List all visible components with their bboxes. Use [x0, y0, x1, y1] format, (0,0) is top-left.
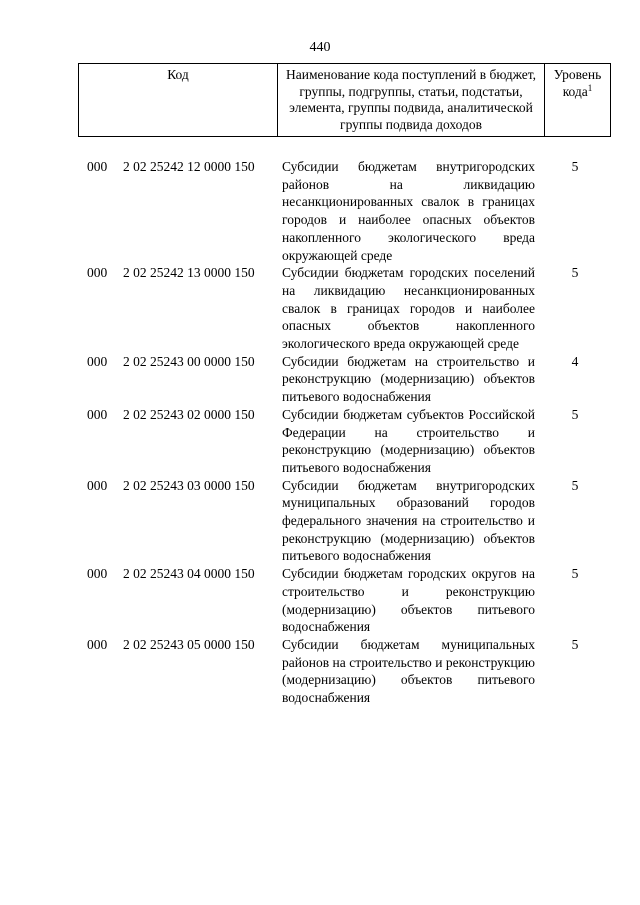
admin-code: 000	[87, 636, 108, 652]
table-row	[0, 477, 640, 566]
admin-code: 000	[87, 265, 108, 281]
revenue-name: Субсидии бюджетам муниципальных районов на строительство и реконструкцию (модернизацию) объектов питьевого водоснабжения	[282, 636, 535, 706]
revenue-code: 2 02 25243 00 0000 150	[123, 353, 255, 369]
admin-code: 000	[87, 406, 108, 422]
code-level: 4	[571, 353, 579, 369]
revenue-name: Субсидии бюджетам городских поселений на ликвидацию несанкционированных свалок в границах городов и наиболее опасных объектов накопленного экологического вреда окружающей среде	[282, 265, 535, 352]
header-code: Код	[79, 64, 278, 136]
code-level: 5	[571, 159, 579, 174]
revenue-code: 2 02 25243 05 0000 150	[123, 636, 255, 652]
table-row	[0, 565, 640, 636]
table-row	[0, 353, 640, 406]
revenue-name: Субсидии бюджетам на строительство и реконструкцию (модернизацию) объектов питьевого водоснабжения	[282, 353, 535, 405]
code-level: 5	[571, 477, 579, 493]
admin-code: 000	[87, 353, 108, 369]
revenue-code: 2 02 25242 12 0000 150	[123, 159, 255, 174]
revenue-code: 2 02 25242 13 0000 150	[123, 265, 255, 281]
header-name: Наименование кода поступлений в бюджет, группы, подгруппы, статьи, подстатьи, элемента, группы подвида, аналитической группы подвида доходов	[278, 64, 545, 136]
table-body	[0, 158, 640, 707]
page-number: 440	[309, 40, 331, 55]
code-level: 5	[571, 265, 579, 281]
revenue-code: 2 02 25243 03 0000 150	[123, 477, 255, 493]
revenue-code: 2 02 25243 04 0000 150	[123, 566, 255, 582]
code-level: 5	[571, 636, 579, 652]
header-level	[545, 64, 610, 136]
table-row	[0, 158, 640, 264]
table-row	[0, 406, 640, 477]
revenue-name: Субсидии бюджетам внутригородских муниципальных образований городов федерального значения на строительство и реконструкцию (модернизацию) объектов питьевого водоснабжения	[282, 477, 535, 564]
admin-code: 000	[87, 566, 108, 582]
revenue-name: Субсидии бюджетам субъектов Российской Федерации на строительство и реконструкцию (модернизацию) объектов питьевого водоснабжения	[282, 406, 535, 475]
admin-code: 000	[87, 159, 108, 174]
revenue-name: Субсидии бюджетам городских округов на строительство и реконструкцию (модернизацию) объектов питьевого водоснабжения	[282, 566, 535, 635]
revenue-code: 2 02 25243 02 0000 150	[123, 406, 255, 422]
header-level-label: Уровень кода	[553, 67, 602, 99]
table-row	[0, 264, 640, 353]
header-level-footnote: 1	[587, 82, 593, 93]
revenue-name: Субсидии бюджетам внутригородских районов на ликвидацию несанкционированных свалок в границах городов и наиболее опасных объектов накопленного экологического вреда окружающей среде	[282, 159, 535, 263]
table-header	[78, 63, 611, 137]
code-level: 5	[571, 406, 579, 422]
table-row	[0, 636, 640, 707]
code-level: 5	[571, 566, 579, 582]
admin-code: 000	[87, 477, 108, 493]
